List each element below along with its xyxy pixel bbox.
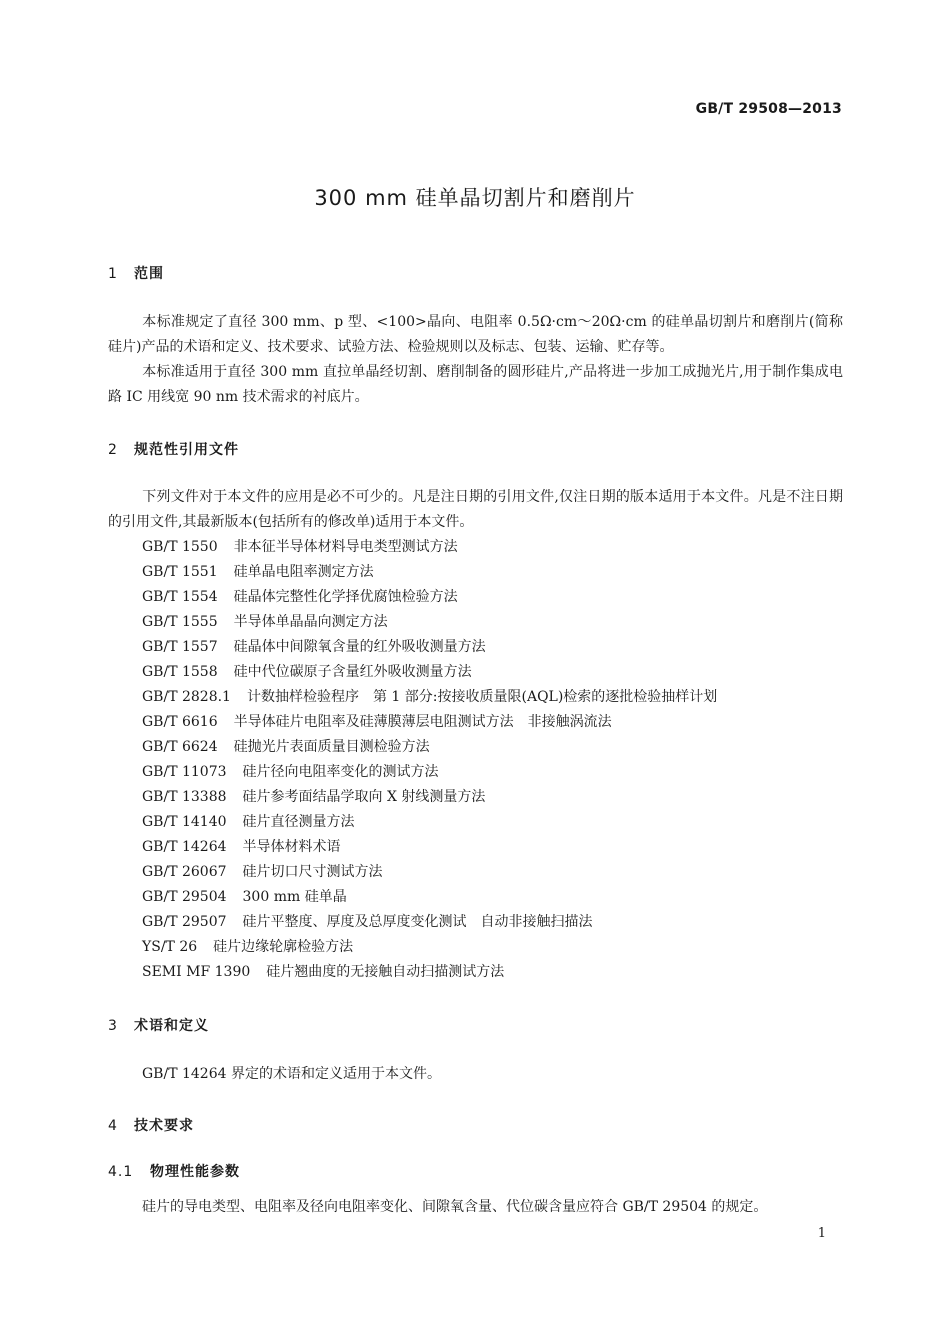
reference-item: GB/T 6624 硅抛光片表面质量目测检验方法 — [142, 739, 430, 755]
section-title: 技术要求 — [134, 1118, 194, 1134]
reference-item: GB/T 29507 硅片平整度、厚度及总厚度变化测试 自动非接触扫描法 — [142, 914, 593, 930]
reference-item: GB/T 1551 硅单晶电阻率测定方法 — [142, 564, 374, 580]
terms-paragraph: GB/T 14264 界定的术语和定义适用于本文件。 — [142, 1066, 441, 1082]
section-title: 范围 — [134, 266, 164, 282]
section-title: 术语和定义 — [134, 1018, 209, 1034]
reference-item: GB/T 1557 硅晶体中间隙氧含量的红外吸收测量方法 — [142, 639, 486, 655]
reference-item: GB/T 14140 硅片直径测量方法 — [142, 814, 355, 830]
reference-item: GB/T 11073 硅片径向电阻率变化的测试方法 — [142, 764, 439, 780]
standard-number: GB/T 29508—2013 — [695, 101, 842, 117]
section-number: 2 — [108, 442, 118, 458]
section-title: 规范性引用文件 — [134, 442, 239, 458]
section-number: 3 — [108, 1018, 118, 1034]
reference-item: GB/T 1550 非本征半导体材料导电类型测试方法 — [142, 539, 458, 555]
reference-item: GB/T 1558 硅中代位碳原子含量红外吸收测量方法 — [142, 664, 472, 680]
reference-item: YS/T 26 硅片边缘轮廓检验方法 — [142, 939, 354, 955]
scope-paragraph-1: 本标准规定了直径 300 mm、p 型、<100>晶向、电阻率 0.5Ω·cm～20Ω·cm 的硅单晶切割片和磨削片(简称硅片)产品的术语和定义、技术要求、试验方法、检验规则以及标志、包装、运输、贮存等。 — [108, 314, 843, 355]
section-1-heading — [108, 263, 164, 283]
section-number: 4 — [108, 1118, 118, 1134]
reference-item: GB/T 14264 半导体材料术语 — [142, 839, 341, 855]
reference-item: GB/T 26067 硅片切口尺寸测试方法 — [142, 864, 383, 880]
reference-list — [142, 535, 717, 985]
section-2-heading — [108, 439, 239, 459]
subsection-title: 物理性能参数 — [150, 1164, 240, 1180]
reference-item: GB/T 6616 半导体硅片电阻率及硅薄膜薄层电阻测试方法 非接触涡流法 — [142, 714, 612, 730]
reference-item: SEMI MF 1390 硅片翘曲度的无接触自动扫描测试方法 — [142, 964, 505, 980]
subsection-number: 4.1 — [108, 1164, 134, 1180]
scope-paragraph-2: 本标准适用于直径 300 mm 直拉单晶经切割、磨削制备的圆形硅片,产品将进一步加工成抛光片,用于制作集成电路 IC 用线宽 90 nm 技术需求的衬底片。 — [108, 364, 843, 405]
section-4-heading — [108, 1115, 194, 1135]
reference-item: GB/T 29504 300 mm 硅单晶 — [142, 889, 347, 905]
reference-item: GB/T 1555 半导体单晶晶向测定方法 — [142, 614, 388, 630]
subsection-4-1-heading — [108, 1161, 240, 1181]
reference-item: GB/T 1554 硅晶体完整性化学择优腐蚀检验方法 — [142, 589, 458, 605]
section-3-heading — [108, 1015, 209, 1035]
section-number: 1 — [108, 266, 118, 282]
reference-item: GB/T 13388 硅片参考面结晶学取向 X 射线测量方法 — [142, 789, 486, 805]
references-intro: 下列文件对于本文件的应用是必不可少的。凡是注日期的引用文件,仅注日期的版本适用于本文件。凡是不注日期的引用文件,其最新版本(包括所有的修改单)适用于本文件。 — [108, 489, 843, 530]
physical-params-paragraph: 硅片的导电类型、电阻率及径向电阻率变化、间隙氧含量、代位碳含量应符合 GB/T 29504 的规定。 — [142, 1199, 768, 1215]
page-number: 1 — [817, 1226, 826, 1241]
document-title: 300 mm 硅单晶切割片和磨削片 — [314, 186, 636, 210]
reference-item: GB/T 2828.1 计数抽样检验程序 第 1 部分:按接收质量限(AQL)检索的逐批检验抽样计划 — [142, 689, 718, 705]
